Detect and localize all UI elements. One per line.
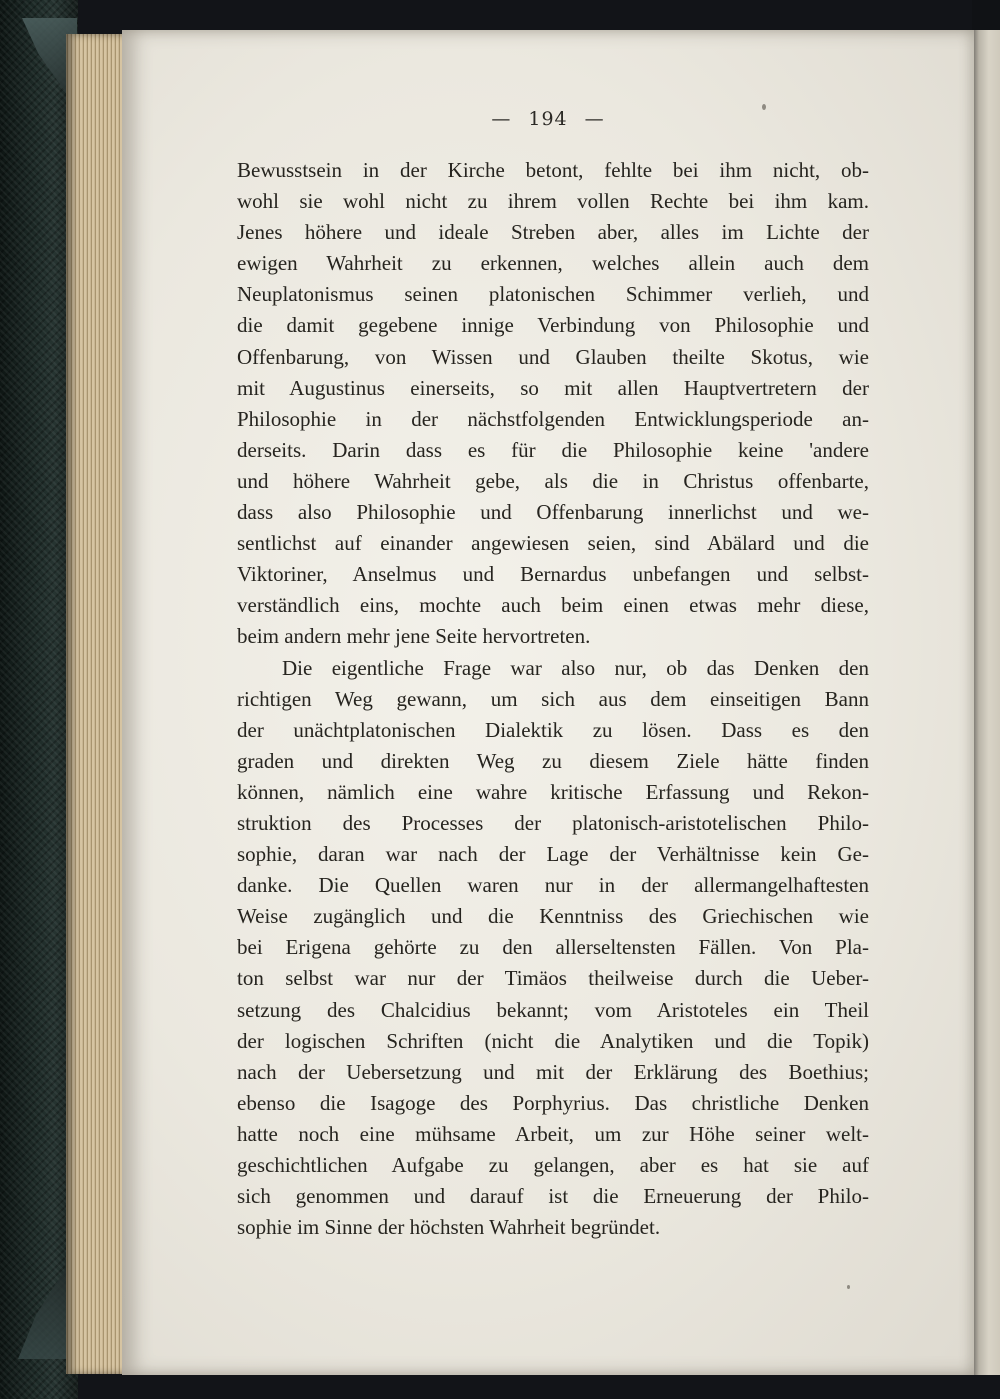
text-line: richtigen Weg gewann, um sich aus dem einseitigen Bann: [237, 686, 869, 711]
text-line: wohl sie wohl nicht zu ihrem vollen Rechte bei ihm kam.: [237, 189, 869, 214]
text-line: sentlichst auf einander angewiesen seien, sind Abälard und die: [237, 531, 869, 556]
text-line: bei Erigena gehörte zu den allerseltensten Fällen. Von Pla-: [237, 935, 869, 960]
text-line: nach der Uebersetzung und mit der Erklärung des Boethius;: [237, 1059, 869, 1084]
text-line: der logischen Schriften (nicht die Analytiken und die Topik): [237, 1028, 869, 1053]
text-line: Offenbarung, von Wissen und Glauben theilte Skotus, wie: [237, 344, 869, 369]
body-text: [237, 155, 869, 1243]
text-line: derseits. Darin dass es für die Philosophie keine 'andere: [237, 437, 869, 462]
text-line: Weise zugänglich und die Kenntniss des Griechischen wie: [237, 904, 869, 929]
text-line: graden und direkten Weg zu diesem Ziele hätte finden: [237, 748, 869, 773]
text-line: Neuplatonismus seinen platonischen Schimmer verlieh, und: [237, 282, 869, 307]
text-line: können, nämlich eine wahre kritische Erfassung und Rekon-: [237, 779, 869, 804]
text-line: dass also Philosophie und Offenbarung innerlichst und we-: [237, 500, 869, 525]
text-line: struktion des Processes der platonisch-aristotelischen Philo-: [237, 810, 869, 835]
text-line: die damit gegebene innige Verbindung von Philosophie und: [237, 313, 869, 338]
text-line: verständlich eins, mochte auch beim einen etwas mehr diese,: [237, 593, 869, 618]
text-line: danke. Die Quellen waren nur in der allermangelhaftesten: [237, 873, 869, 898]
text-line: Philosophie in der nächstfolgenden Entwicklungsperiode an-: [237, 406, 869, 431]
page-edges: [66, 34, 126, 1374]
paper-speck: [847, 1285, 850, 1289]
text-line: hatte noch eine mühsame Arbeit, um zur Höhe seiner welt-: [237, 1121, 869, 1146]
text-line-paragraph-end: sophie im Sinne der höchsten Wahrheit begründet.: [237, 1215, 661, 1240]
text-line-paragraph-end: beim andern mehr jene Seite hervortreten.: [237, 624, 591, 649]
text-line: setzung des Chalcidius bekannt; vom Aristoteles ein Theil: [237, 997, 869, 1022]
text-line: ewigen Wahrheit zu erkennen, welches allein auch dem: [237, 251, 869, 276]
text-line: ton selbst war nur der Timäos theilweise durch die Ueber-: [237, 966, 869, 991]
text-line: der unächtplatonischen Dialektik zu lösen. Dass es den: [237, 717, 869, 742]
paper-speck: [762, 104, 766, 110]
text-line: sich genommen und darauf ist die Erneuerung der Philo-: [237, 1184, 869, 1209]
text-line: Bewusstsein in der Kirche betont, fehlte bei ihm nicht, ob-: [237, 158, 869, 182]
text-line: Viktoriner, Anselmus und Bernardus unbefangen und selbst-: [237, 562, 869, 587]
background-corner: [972, 0, 1000, 30]
page-number: — 194 —: [491, 108, 605, 130]
text-line: geschichtlichen Aufgabe zu gelangen, aber es hat sie auf: [237, 1153, 869, 1177]
text-line: und höhere Wahrheit gebe, als die in Christus offenbarte,: [237, 468, 869, 493]
text-line: Jenes höhere und ideale Streben aber, alles im Lichte der: [237, 220, 869, 245]
book-page: [122, 30, 974, 1375]
facing-page-edge: [972, 30, 1000, 1375]
text-line: sophie, daran war nach der Lage der Verhältnisse kein Ge-: [237, 842, 869, 867]
text-line: ebenso die Isagoge des Porphyrius. Das christliche Denken: [237, 1090, 869, 1115]
text-line-paragraph-start: Die eigentliche Frage war also nur, ob das Denken den: [282, 655, 869, 680]
text-line: mit Augustinus einerseits, so mit allen Hauptvertretern der: [237, 375, 869, 400]
